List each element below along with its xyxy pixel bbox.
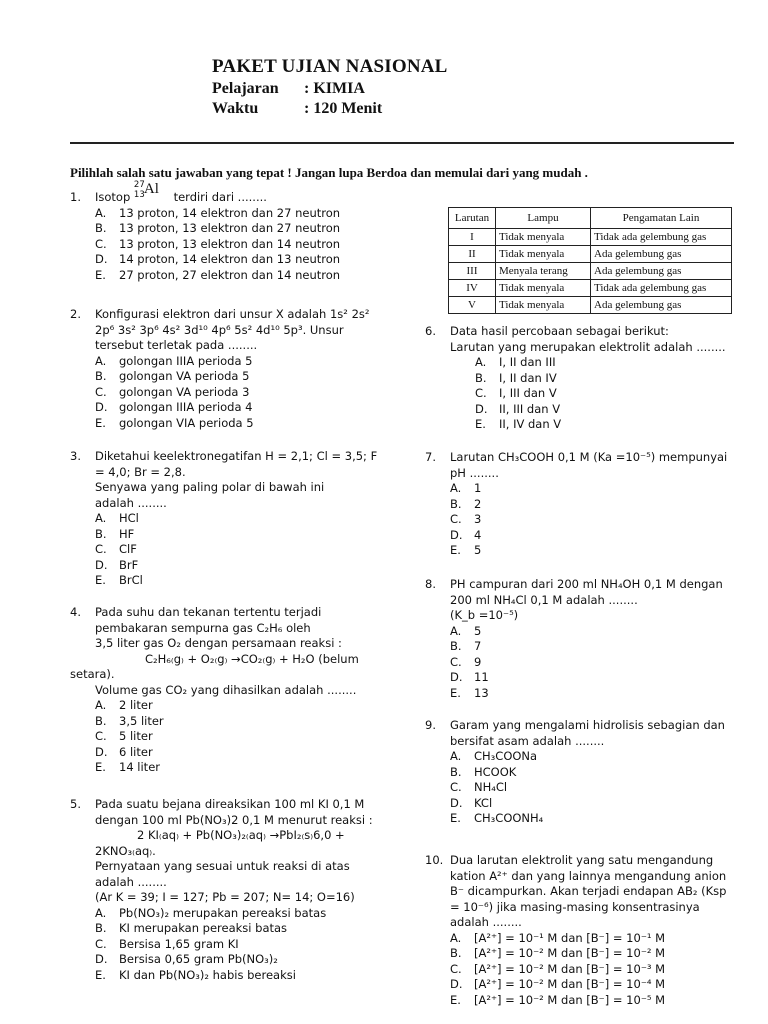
- option-letter: B.: [95, 221, 107, 235]
- stem-line: = 10⁻⁶) jika masing-masing konsentrasinya: [450, 899, 700, 914]
- table-cell: Tidak menyala: [496, 297, 591, 314]
- table-header: Lampu: [496, 208, 591, 229]
- table-header-row: [449, 208, 732, 229]
- question-number: 10.: [425, 853, 444, 867]
- option-text: I, II dan IV: [499, 370, 557, 385]
- stem-text: terdiri dari ........: [173, 190, 267, 204]
- option-text: 13 proton, 14 elektron dan 27 neutron: [119, 205, 341, 220]
- options: [70, 906, 390, 984]
- option-letter: A.: [95, 698, 107, 712]
- question-stem: [95, 683, 390, 699]
- option-text: 13 proton, 13 elektron dan 27 neutron: [119, 221, 341, 235]
- stem-line: 2KNO₃₍aq₎.: [95, 843, 156, 858]
- option-text: golongan VA perioda 5: [119, 369, 250, 383]
- option-text: NH₄Cl: [474, 780, 508, 794]
- stem-line: Diketahui keelektronegatifan H = 2,1; Cl = 3,5; F: [95, 449, 378, 463]
- stem-text: Isotop: [95, 190, 131, 204]
- option-text: golongan VIA perioda 5: [119, 415, 254, 430]
- option-text: [A²⁺] = 10⁻² M dan [B⁻] = 10⁻⁴ M: [474, 977, 666, 991]
- answer-option: [450, 543, 745, 559]
- option-letter: D.: [450, 527, 463, 542]
- option-letter: C.: [450, 654, 462, 669]
- option-letter: C.: [95, 936, 107, 951]
- option-text: KI merupakan pereaksi batas: [119, 921, 288, 935]
- table-cell: Tidak ada gelembung gas: [591, 229, 732, 246]
- answer-option: [450, 993, 745, 1009]
- option-letter: D.: [95, 744, 108, 759]
- option-text: 14 proton, 14 elektron dan 13 neutron: [119, 252, 341, 266]
- answer-option: [450, 765, 745, 781]
- answer-option: [95, 527, 390, 543]
- isotope-notation: [133, 180, 170, 205]
- option-letter: E.: [95, 415, 106, 430]
- answer-option: [475, 417, 745, 433]
- question-stem: [450, 577, 745, 624]
- option-letter: B.: [95, 526, 107, 541]
- table-row: [449, 229, 732, 246]
- options: [425, 749, 745, 827]
- stem-line: kation A²⁺ dan yang lainnya mengandung anion: [450, 868, 727, 883]
- option-letter: A.: [450, 623, 462, 638]
- option-text: Bersisa 1,65 gram KI: [119, 936, 239, 951]
- stem-line: tersebut terletak pada ........: [95, 338, 258, 352]
- stem-line: Garam yang mengalami hidrolisis sebagian dan: [450, 718, 725, 732]
- table-header: Pengamatan Lain: [591, 208, 732, 229]
- stem-line: Pernyataan yang sesuai untuk reaksi di atas: [95, 859, 350, 873]
- answer-option: [475, 402, 745, 418]
- option-text: 9: [474, 654, 482, 669]
- stem-line: Larutan CH₃COOH 0,1 M (Ka =10⁻⁵) mempunyai: [450, 450, 728, 464]
- table-cell: Ada gelembung gas: [591, 297, 732, 314]
- option-letter: E.: [450, 685, 461, 700]
- option-text: 7: [474, 639, 482, 653]
- option-text: HCl: [119, 511, 139, 525]
- table-row: [449, 280, 732, 297]
- question-stem: [450, 853, 745, 931]
- question-3: [70, 449, 390, 589]
- table-cell: III: [449, 263, 496, 280]
- table-cell: Ada gelembung gas: [591, 263, 732, 280]
- answer-option: [95, 714, 390, 730]
- experiment-table: [448, 207, 732, 314]
- options: [425, 481, 745, 559]
- question-number: 8.: [425, 577, 436, 591]
- answer-option: [95, 385, 390, 401]
- option-text: BrF: [119, 557, 139, 572]
- answer-option: [450, 624, 745, 640]
- answer-option: [95, 906, 390, 922]
- answer-option: [450, 962, 745, 978]
- option-letter: E.: [475, 417, 486, 431]
- question-number: 7.: [425, 450, 436, 464]
- question-number: 1.: [70, 190, 81, 204]
- time-label: Waktu: [212, 100, 259, 117]
- table-header: Larutan: [449, 208, 496, 229]
- option-letter: D.: [95, 252, 108, 266]
- answer-option: [95, 760, 390, 776]
- option-letter: D.: [450, 795, 463, 810]
- atomic-number: 13: [133, 190, 145, 200]
- option-letter: E.: [450, 543, 461, 557]
- options: [70, 511, 390, 589]
- answer-option: [95, 252, 390, 268]
- option-text: 11: [474, 670, 489, 684]
- option-letter: D.: [450, 977, 463, 991]
- option-text: HF: [119, 526, 135, 541]
- answer-option: [95, 237, 390, 253]
- stem-line: (Ar K = 39; I = 127; Pb = 207; N= 14; O=16): [95, 890, 355, 904]
- question-2: [70, 307, 390, 431]
- question-number: 6.: [425, 324, 436, 338]
- option-letter: A.: [450, 481, 462, 495]
- option-letter: A.: [95, 511, 107, 525]
- stem-line: setara).: [70, 667, 115, 681]
- question-stem: [95, 307, 390, 354]
- option-letter: D.: [95, 400, 108, 414]
- question-number: 2.: [70, 307, 81, 321]
- option-letter: B.: [95, 369, 107, 383]
- answer-option: [450, 931, 745, 947]
- answer-option: [95, 729, 390, 745]
- option-text: Pb(NO₃)₂ merupakan pereaksi batas: [119, 905, 327, 920]
- table-cell: Tidak menyala: [496, 229, 591, 246]
- option-text: I, II dan III: [499, 355, 556, 369]
- option-text: BrCl: [119, 573, 143, 587]
- answer-option: [95, 221, 390, 237]
- answer-option: [450, 639, 745, 655]
- question-number: 5.: [70, 797, 81, 811]
- subject-value: : KIMIA: [304, 80, 365, 97]
- question-1: [70, 180, 390, 283]
- time-row: [212, 100, 448, 118]
- answer-option: [450, 670, 745, 686]
- option-letter: A.: [95, 353, 107, 368]
- stem-line: Dua larutan elektrolit yang satu mengandung: [450, 853, 714, 867]
- stem-line: 3,5 liter gas O₂ dengan persamaan reaksi :: [95, 636, 342, 650]
- stem-line: = 4,0; Br = 2,8.: [95, 464, 186, 479]
- option-letter: B.: [95, 921, 107, 935]
- reaction-equation: 2 KI₍aq₎ + Pb(NO₃)₂₍aq₎ →PbI₂₍s₎6,0 +: [137, 828, 345, 842]
- option-letter: C.: [450, 512, 462, 526]
- question-9: [425, 718, 745, 827]
- question-6: [425, 324, 745, 433]
- table-cell: Ada gelembung gas: [591, 246, 732, 263]
- stem-line: pH ........: [450, 465, 499, 480]
- question-8: [425, 577, 745, 701]
- option-letter: A.: [475, 355, 487, 369]
- stem-line: adalah ........: [95, 874, 167, 889]
- answer-option: [95, 952, 390, 968]
- table-row: [449, 263, 732, 280]
- option-text: [A²⁺] = 10⁻² M dan [B⁻] = 10⁻² M: [474, 946, 666, 960]
- answer-option: [95, 573, 390, 589]
- header-divider: [70, 142, 734, 144]
- stem-line: dengan 100 ml Pb(NO₃)2 0,1 M menurut reaksi :: [95, 812, 373, 827]
- element-symbol: Al: [143, 181, 159, 197]
- stem-line: pembakaran sempurna gas C₂H₆ oleh: [95, 620, 311, 635]
- answer-option: [450, 686, 745, 702]
- answer-option: [95, 268, 390, 284]
- answer-option: [95, 558, 390, 574]
- option-text: 5: [474, 543, 482, 557]
- option-letter: A.: [95, 205, 107, 220]
- option-letter: B.: [475, 370, 487, 385]
- answer-option: [95, 968, 390, 984]
- option-letter: E.: [95, 760, 106, 774]
- option-text: I, III dan V: [499, 386, 557, 400]
- option-letter: C.: [95, 542, 107, 556]
- answer-option: [95, 511, 390, 527]
- question-stem: [95, 797, 390, 906]
- question-stem: [95, 605, 390, 667]
- stem-line: Pada suatu bejana direaksikan 100 ml KI 0,1 M: [95, 797, 365, 811]
- stem-line: Konfigurasi elektron dari unsur X adalah 1s² 2s²: [95, 307, 370, 321]
- option-text: 2 liter: [119, 698, 153, 712]
- stem-line: (K_b =10⁻⁵): [450, 608, 519, 622]
- options: [70, 206, 390, 284]
- option-text: KI dan Pb(NO₃)₂ habis bereaksi: [119, 967, 296, 982]
- option-letter: C.: [95, 384, 107, 399]
- options: [70, 354, 390, 432]
- question-stem: [95, 180, 390, 206]
- stem-line: 2p⁶ 3s² 3p⁶ 4s² 3d¹⁰ 4p⁶ 5s² 4d¹⁰ 5p³. Unsur: [95, 322, 344, 337]
- option-text: 2: [474, 496, 482, 511]
- question-4: [70, 605, 390, 776]
- question-number: 3.: [70, 449, 81, 463]
- option-letter: E.: [95, 967, 106, 982]
- options: [70, 698, 390, 776]
- answer-option: [450, 977, 745, 993]
- option-text: ClF: [119, 542, 137, 556]
- option-letter: C.: [450, 961, 462, 976]
- answer-option: [95, 937, 390, 953]
- answer-option: [95, 921, 390, 937]
- option-text: [A²⁺] = 10⁻² M dan [B⁻] = 10⁻⁵ M: [474, 992, 666, 1007]
- option-text: 27 proton, 27 elektron dan 14 neutron: [119, 267, 341, 282]
- answer-option: [95, 400, 390, 416]
- table-cell: II: [449, 246, 496, 263]
- stem-line: adalah ........: [95, 495, 167, 510]
- option-letter: D.: [450, 670, 463, 684]
- option-text: 3: [474, 512, 482, 526]
- options: [450, 355, 745, 433]
- table-row: [449, 297, 732, 314]
- answer-option: [450, 749, 745, 765]
- answer-option: [95, 745, 390, 761]
- option-text: CH₃COONa: [474, 749, 538, 763]
- answer-option: [475, 355, 745, 371]
- table-cell: Tidak menyala: [496, 246, 591, 263]
- subject-row: [212, 80, 448, 98]
- stem-line: Larutan yang merupakan elektrolit adalah ........: [450, 339, 726, 354]
- table-cell: Tidak menyala: [496, 280, 591, 297]
- option-letter: B.: [450, 496, 462, 511]
- answer-option: [450, 811, 745, 827]
- option-letter: E.: [95, 573, 106, 587]
- option-letter: E.: [450, 992, 461, 1007]
- question-stem: [450, 718, 745, 749]
- option-text: golongan VA perioda 3: [119, 384, 250, 399]
- answer-option: [450, 497, 745, 513]
- option-text: 1: [474, 481, 482, 495]
- question-stem: [95, 449, 390, 511]
- answer-option: [450, 512, 745, 528]
- option-text: CH₃COONH₄: [474, 811, 544, 825]
- option-text: 13 proton, 13 elektron dan 14 neutron: [119, 236, 341, 251]
- option-letter: D.: [95, 952, 108, 966]
- table-cell: Menyala terang: [496, 263, 591, 280]
- answer-option: [95, 369, 390, 385]
- option-text: KCl: [474, 795, 493, 810]
- exam-title: PAKET UJIAN NASIONAL: [212, 56, 448, 77]
- table-cell: Tidak ada gelembung gas: [591, 280, 732, 297]
- table-cell: IV: [449, 280, 496, 297]
- option-text: Bersisa 0,65 gram Pb(NO₃)₂: [119, 952, 278, 966]
- answer-option: [95, 206, 390, 222]
- mass-number: 27: [133, 180, 145, 190]
- option-letter: B.: [450, 764, 462, 779]
- subject-label: Pelajaran: [212, 80, 279, 97]
- question-7: [425, 450, 745, 559]
- option-letter: D.: [475, 401, 488, 416]
- stem-line: adalah ........: [450, 915, 522, 929]
- option-text: II, III dan V: [499, 401, 561, 416]
- answer-option: [95, 698, 390, 714]
- option-letter: C.: [95, 729, 107, 743]
- stem-line: Senyawa yang paling polar di bawah ini: [95, 480, 325, 494]
- answer-option: [450, 481, 745, 497]
- question-number: 4.: [70, 605, 81, 619]
- option-letter: E.: [95, 267, 106, 282]
- option-text: 3,5 liter: [119, 713, 164, 728]
- instruction-text: Pilihlah salah satu jawaban yang tepat ! Jangan lupa Berdoa dan memulai dari yang mudah .: [70, 165, 588, 180]
- option-letter: B.: [95, 713, 107, 728]
- answer-option: [450, 528, 745, 544]
- option-text: 6 liter: [119, 744, 153, 759]
- options: [425, 624, 745, 702]
- option-text: II, IV dan V: [499, 417, 562, 431]
- option-text: 4: [474, 527, 482, 542]
- stem-line: B⁻ dicampurkan. Akan terjadi endapan AB₂ (Ksp: [450, 884, 727, 898]
- stem-line: Volume gas CO₂ yang dihasilkan adalah ........: [95, 682, 357, 697]
- answer-option: [95, 542, 390, 558]
- answer-option: [450, 655, 745, 671]
- option-text: 5 liter: [119, 729, 153, 743]
- stem-line: PH campuran dari 200 ml NH₄OH 0,1 M dengan: [450, 577, 723, 591]
- options: [425, 931, 745, 1009]
- answer-option: [475, 371, 745, 387]
- question-10: [425, 853, 745, 1008]
- option-letter: A.: [95, 905, 107, 920]
- option-letter: A.: [450, 749, 462, 763]
- answer-option: [450, 796, 745, 812]
- option-letter: C.: [475, 386, 487, 400]
- option-text: golongan IIIA perioda 5: [119, 353, 253, 368]
- answer-option: [450, 946, 745, 962]
- option-letter: D.: [95, 557, 108, 572]
- question-number: 9.: [425, 718, 436, 732]
- option-text: [A²⁺] = 10⁻¹ M dan [B⁻] = 10⁻¹ M: [474, 930, 666, 945]
- answer-option: [450, 780, 745, 796]
- question-5: [70, 797, 390, 983]
- answer-option: [475, 386, 745, 402]
- table-cell: I: [449, 229, 496, 246]
- option-letter: C.: [450, 780, 462, 794]
- stem-line: 200 ml NH₄Cl 0,1 M adalah ........: [450, 592, 638, 607]
- answer-option: [95, 354, 390, 370]
- option-text: HCOOK: [474, 764, 517, 779]
- option-text: 14 liter: [119, 760, 160, 774]
- option-text: [A²⁺] = 10⁻² M dan [B⁻] = 10⁻³ M: [474, 961, 666, 976]
- option-text: 5: [474, 623, 482, 638]
- time-value: : 120 Menit: [304, 100, 383, 117]
- option-letter: E.: [450, 811, 461, 825]
- option-letter: B.: [450, 639, 462, 653]
- stem-line: Pada suhu dan tekanan tertentu terjadi: [95, 605, 322, 619]
- option-text: 13: [474, 685, 489, 700]
- option-letter: A.: [450, 930, 462, 945]
- option-letter: B.: [450, 946, 462, 960]
- question-stem: [450, 324, 745, 355]
- stem-line: Data hasil percobaan sebagai berikut:: [450, 324, 669, 338]
- reaction-equation: C₂H₆₍g₎ + O₂₍g₎ →CO₂₍g₎ + H₂O (belum: [145, 651, 359, 666]
- answer-option: [95, 416, 390, 432]
- table-cell: V: [449, 297, 496, 314]
- exam-header: [212, 56, 448, 118]
- option-text: golongan IIIA perioda 4: [119, 400, 253, 414]
- stem-line: bersifat asam adalah ........: [450, 733, 605, 748]
- question-stem: [450, 450, 745, 481]
- option-letter: C.: [95, 236, 107, 251]
- table-row: [449, 246, 732, 263]
